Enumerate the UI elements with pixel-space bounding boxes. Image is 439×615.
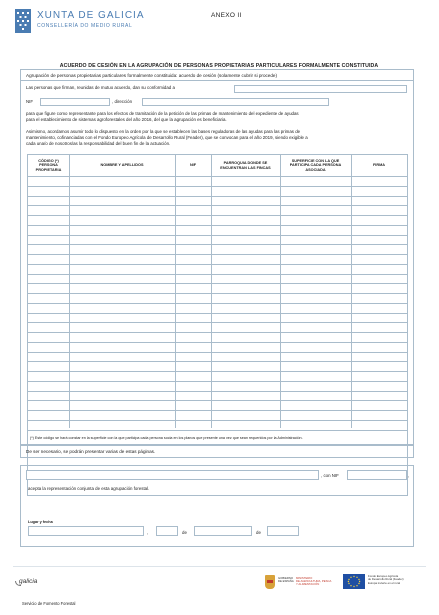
table-row bbox=[28, 283, 407, 284]
table-row bbox=[28, 420, 407, 421]
month-field[interactable] bbox=[194, 526, 252, 536]
extra-pages-note-box bbox=[20, 445, 414, 458]
table-row bbox=[28, 332, 407, 333]
date-de-2: de bbox=[256, 530, 261, 535]
section-heading-text: Agrupación de personas propietarias particulares formalmente constituida: acuerdo de cesión (solamente cubrir si procede) bbox=[26, 73, 278, 78]
obligations-text-line2: mantenimiento, cofinanciadas con el Fondo Europeo Agrícola de Desarrollo Rural (Feader), que se convocan para el año 2019, siendo exigible a bbox=[26, 135, 308, 140]
table-row bbox=[28, 274, 407, 275]
acceptance-text: acepta la representación conjunta de esta agrupación forestal. bbox=[28, 486, 150, 491]
year-field[interactable] bbox=[267, 526, 299, 536]
annex-label: ANEXO II bbox=[211, 12, 242, 19]
accepting-person-name-field[interactable] bbox=[26, 470, 319, 480]
table-row bbox=[28, 293, 407, 294]
place-date-label: Lugar y fecha bbox=[28, 520, 53, 524]
acceptance-section bbox=[20, 465, 414, 547]
table-row bbox=[28, 322, 407, 323]
table-row bbox=[28, 391, 407, 392]
column-header-nif: NIF bbox=[189, 163, 197, 168]
document-title: ACUERDO DE CESIÓN EN LA AGRUPACIÓN DE PERSONAS PROPIETARIAS PARTICULARES FORMALMENTE CONSTITUIDA bbox=[59, 63, 379, 69]
table-row bbox=[28, 235, 407, 236]
logo-subtitle: CONSELLERÍA DO MEDIO RURAL bbox=[37, 23, 133, 29]
xunta-logo bbox=[15, 9, 185, 41]
section-heading bbox=[21, 70, 413, 81]
representative-name-field[interactable] bbox=[234, 85, 407, 93]
table-row bbox=[28, 361, 407, 362]
table-row bbox=[28, 410, 407, 411]
ministry-text: MINISTERIO DE AGRICULTURA, PESCA Y ALIMENTACIÓN bbox=[296, 576, 332, 587]
xunta-emblem-icon bbox=[15, 9, 31, 33]
consent-text: Las personas que firman, reunidas de mutuo acuerdo, dan su conformidad a bbox=[26, 85, 175, 90]
representation-text-line2: para el establecimiento de sistemas agroforestales del año 2016, del que la agrupación es beneficiaria. bbox=[26, 117, 227, 122]
table-row bbox=[28, 176, 407, 177]
table-row bbox=[28, 371, 407, 372]
galicia-logo-text: galicia bbox=[19, 578, 38, 585]
spain-coat-of-arms-icon bbox=[265, 575, 275, 589]
table-row bbox=[28, 400, 407, 401]
table-row bbox=[28, 352, 407, 353]
footer-divider bbox=[13, 566, 426, 567]
acceptance-comma: , bbox=[408, 473, 410, 478]
agreement-section bbox=[20, 69, 414, 445]
representative-nif-field[interactable] bbox=[40, 98, 110, 106]
table-row bbox=[28, 430, 407, 431]
nif-label: NIF bbox=[26, 99, 34, 104]
table-row bbox=[28, 313, 407, 314]
government-text: GOBIERNO DE ESPAÑA bbox=[278, 576, 294, 584]
table-row bbox=[28, 196, 407, 197]
table-row bbox=[28, 303, 407, 304]
logo-title: XUNTA DE GALICIA bbox=[37, 10, 145, 21]
table-row bbox=[28, 342, 407, 343]
place-date-comma: , bbox=[147, 530, 149, 535]
eu-feader-logo bbox=[343, 573, 425, 595]
column-header-area: SUPERFICIE CON LA QUE PARTICIPA CADA PERSONA ASOCIADA bbox=[289, 158, 342, 172]
ministry-logo bbox=[265, 573, 332, 595]
place-field[interactable] bbox=[28, 526, 144, 536]
table-footnote: (*) Este código se hará constar en la superficie con la que participa cada persona socia en los planos que presente una vez que sean requeridos por la Administración. bbox=[30, 436, 303, 440]
representative-address-field[interactable] bbox=[142, 98, 329, 106]
galicia-logo bbox=[19, 578, 37, 585]
table-row bbox=[28, 186, 407, 187]
extra-pages-note: De ser necesario, se podrán presentar varias de estas páginas. bbox=[26, 449, 156, 454]
table-row bbox=[28, 254, 407, 255]
table-row bbox=[28, 225, 407, 226]
date-de-1: de bbox=[182, 530, 187, 535]
table-row bbox=[28, 264, 407, 265]
eu-flag-icon bbox=[343, 574, 365, 589]
table-row bbox=[28, 381, 407, 382]
obligations-text-line1: Asimismo, acordamos asumir todo lo dispuesto en la orden por la que se establecen las bases reguladoras de las ayudas para las primas de bbox=[26, 129, 301, 134]
table-row bbox=[28, 244, 407, 245]
representation-text-line1: para que figure como representante para los efectos de tramitación de la petición de las primas de mantenimiento del expediente de ayudas bbox=[26, 111, 299, 116]
service-name: Servicio de Fomento Forestal bbox=[22, 601, 76, 606]
table-row bbox=[28, 205, 407, 206]
accepting-person-nif-field[interactable] bbox=[347, 470, 410, 480]
column-header-code: CÓDIGO (*) PERSONA PROPIETARIA bbox=[35, 158, 62, 172]
galicia-swoosh-icon bbox=[15, 581, 21, 586]
day-field[interactable] bbox=[156, 526, 178, 536]
column-header-signature: FIRMA bbox=[372, 163, 386, 168]
acceptance-nif-label: , con NIF bbox=[321, 473, 339, 478]
obligations-text-line3: cada una/o de nosotros/as la responsabilidad del buen fin de la actuación. bbox=[26, 141, 171, 146]
column-header-parish: PARROQUIA DONDE SE ENCUENTRAN LAS FINCAS bbox=[220, 160, 271, 170]
feader-text: Fondo Europeo Agrícola de Desarrollo Rural (Feader) Europa invierte en el rural bbox=[368, 574, 404, 585]
column-header-name: NOMBRE Y APELLIDOS bbox=[100, 163, 144, 168]
address-label: , dirección bbox=[112, 99, 133, 104]
table-row bbox=[28, 215, 407, 216]
